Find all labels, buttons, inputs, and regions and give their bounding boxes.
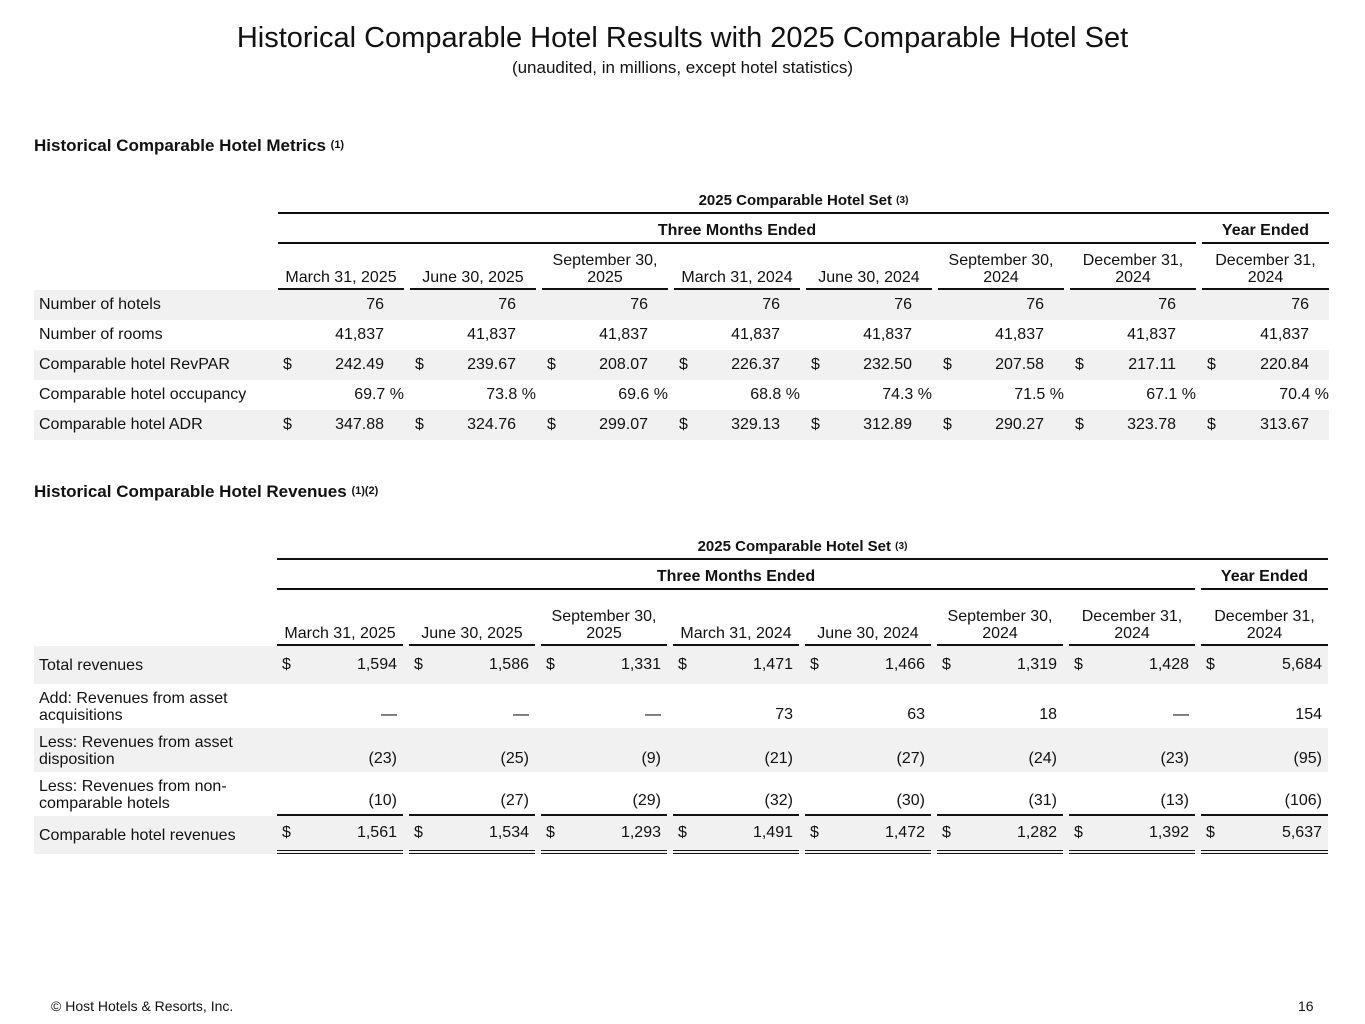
revenues-group-row	[34, 532, 1328, 560]
cell-value: 41,837	[467, 326, 516, 343]
currency-symbol: $	[1207, 416, 1216, 433]
table-cell	[674, 410, 800, 440]
table-cell	[1201, 728, 1328, 772]
table-cell	[1069, 816, 1195, 854]
table-cell	[1070, 380, 1196, 410]
cell-value: (13)	[1160, 792, 1189, 809]
cell-value: 69.7 %	[354, 386, 404, 403]
currency-symbol: $	[942, 656, 951, 673]
table-cell	[806, 350, 932, 380]
table-cell	[409, 684, 535, 728]
table-cell	[674, 380, 800, 410]
cell-value: 347.88	[335, 416, 384, 433]
table-cell	[805, 816, 931, 854]
column-header: June 30, 2024	[806, 244, 932, 290]
column-header: September 30, 2024	[937, 590, 1063, 646]
table-cell	[806, 380, 932, 410]
cell-value: 76	[366, 296, 384, 313]
table-cell	[1069, 684, 1195, 728]
table-cell	[805, 772, 931, 816]
table-cell	[937, 816, 1063, 854]
currency-symbol: $	[811, 416, 820, 433]
cell-value: 41,837	[599, 326, 648, 343]
currency-symbol: $	[1207, 356, 1216, 373]
row-label: Total revenues	[34, 646, 277, 684]
column-header: December 31, 2024	[1202, 244, 1329, 290]
table-cell	[938, 380, 1064, 410]
cell-value: 41,837	[1260, 326, 1309, 343]
cell-value: 1,428	[1148, 656, 1189, 673]
table-cell	[1202, 350, 1329, 380]
currency-symbol: $	[810, 824, 819, 841]
cell-value: —	[645, 706, 661, 723]
table-cell	[1201, 684, 1328, 728]
cell-value: (9)	[641, 750, 661, 767]
cell-value: 63	[907, 706, 925, 723]
cell-value: 1,561	[356, 824, 397, 841]
cell-value: (10)	[368, 792, 397, 809]
cell-value: (29)	[632, 792, 661, 809]
footer-page-number: 16	[1298, 998, 1314, 1014]
cell-value: 1,293	[620, 824, 661, 841]
metrics-three-months-header: Three Months Ended	[278, 214, 1196, 244]
cell-value: 208.07	[599, 356, 648, 373]
cell-value: 71.5 %	[1014, 386, 1064, 403]
table-row	[34, 646, 1328, 684]
revenues-heading: Historical Comparable Hotel Revenues $^{(1)(2)}$	[34, 482, 379, 501]
table-cell	[1070, 350, 1196, 380]
table-cell	[541, 728, 667, 772]
column-header: September 30, 2024	[938, 244, 1064, 290]
currency-symbol: $	[1206, 824, 1215, 841]
metrics-heading-footnote: (1)	[330, 139, 345, 151]
currency-symbol: $	[546, 824, 555, 841]
table-cell	[542, 410, 668, 440]
column-header: December 31, 2024	[1069, 590, 1195, 646]
cell-value: 1,594	[356, 656, 397, 673]
cell-value: 41,837	[863, 326, 912, 343]
currency-symbol: $	[1074, 824, 1083, 841]
metrics-group-title: 2025 Comparable Hotel Set $^{(3)}$	[278, 186, 1329, 214]
cell-value: 73	[775, 706, 793, 723]
page-subtitle: (unaudited, in millions, except hotel statistics)	[511, 58, 854, 77]
table-row	[34, 290, 1329, 320]
cell-value: 70.4 %	[1279, 386, 1329, 403]
cell-value: (30)	[896, 792, 925, 809]
cell-value: 1,331	[620, 656, 661, 673]
cell-value: (31)	[1028, 792, 1057, 809]
table-cell	[1070, 290, 1196, 320]
column-header: June 30, 2025	[409, 590, 535, 646]
table-cell	[541, 772, 667, 816]
table-cell	[673, 728, 799, 772]
table-cell	[673, 772, 799, 816]
table-cell	[409, 646, 535, 684]
cell-value: 1,534	[488, 824, 529, 841]
cell-value: 324.76	[467, 416, 516, 433]
cell-value: (24)	[1028, 750, 1057, 767]
cell-value: 18	[1039, 706, 1057, 723]
row-label: Less: Revenues from asset disposition	[34, 728, 277, 772]
cell-value: (21)	[764, 750, 793, 767]
table-cell	[542, 290, 668, 320]
table-cell	[1201, 646, 1328, 684]
table-cell	[1069, 646, 1195, 684]
cell-value: 67.1 %	[1146, 386, 1196, 403]
table-row	[34, 728, 1328, 772]
column-header: September 30, 2025	[542, 244, 668, 290]
cell-value: 76	[1026, 296, 1044, 313]
currency-symbol: $	[1074, 656, 1083, 673]
cell-value: (95)	[1293, 750, 1322, 767]
cell-value: 207.58	[995, 356, 1044, 373]
revenues-column-header-row	[34, 590, 1328, 646]
cell-value: 1,392	[1148, 824, 1189, 841]
table-cell	[805, 728, 931, 772]
table-cell	[410, 380, 536, 410]
cell-value: 290.27	[995, 416, 1044, 433]
currency-symbol: $	[547, 356, 556, 373]
currency-symbol: $	[283, 356, 292, 373]
row-label: Number of hotels	[34, 290, 278, 320]
column-header: March 31, 2025	[278, 244, 404, 290]
cell-value: 76	[1291, 296, 1309, 313]
currency-symbol: $	[679, 356, 688, 373]
cell-value: (27)	[896, 750, 925, 767]
table-cell	[674, 320, 800, 350]
cell-value: 76	[1158, 296, 1176, 313]
cell-value: 154	[1295, 706, 1322, 723]
currency-symbol: $	[942, 824, 951, 841]
table-cell	[1070, 320, 1196, 350]
column-header: December 31, 2024	[1070, 244, 1196, 290]
currency-symbol: $	[414, 824, 423, 841]
cell-value: 73.8 %	[486, 386, 536, 403]
cell-value: 76	[762, 296, 780, 313]
currency-symbol: $	[1075, 416, 1084, 433]
cell-value: 312.89	[863, 416, 912, 433]
cell-value: —	[513, 706, 529, 723]
cell-value: 76	[498, 296, 516, 313]
currency-symbol: $	[943, 356, 952, 373]
table-cell	[938, 320, 1064, 350]
footer-copyright: © Host Hotels & Resorts, Inc.	[51, 998, 234, 1014]
table-cell	[541, 646, 667, 684]
currency-symbol: $	[283, 416, 292, 433]
row-label: Comparable hotel RevPAR	[34, 350, 278, 380]
table-cell	[1201, 816, 1328, 854]
row-label: Number of rooms	[39, 326, 163, 343]
table-cell	[1201, 772, 1328, 816]
currency-symbol: $	[678, 656, 687, 673]
revenues-table	[34, 532, 1328, 854]
table-cell	[277, 684, 403, 728]
cell-value: (27)	[500, 792, 529, 809]
cell-value: 217.11	[1128, 356, 1176, 373]
cell-value: 41,837	[1127, 326, 1176, 343]
table-cell	[805, 684, 931, 728]
cell-value: (106)	[1284, 792, 1322, 809]
table-row	[34, 320, 1329, 350]
currency-symbol: $	[415, 416, 424, 433]
table-cell	[542, 380, 668, 410]
table-cell	[673, 646, 799, 684]
cell-value: 69.6 %	[618, 386, 668, 403]
cell-value: (32)	[764, 792, 793, 809]
revenues-three-months-header: Three Months Ended	[277, 560, 1195, 590]
row-label: Comparable hotel ADR	[34, 410, 278, 440]
metrics-heading: Historical Comparable Hotel Metrics $^{(1)}$	[34, 136, 345, 155]
table-cell	[410, 350, 536, 380]
table-cell	[409, 728, 535, 772]
table-row	[34, 684, 1328, 728]
table-cell	[938, 410, 1064, 440]
cell-value: 239.67	[467, 356, 516, 373]
cell-value: 1,472	[884, 824, 925, 841]
cell-value: 76	[630, 296, 648, 313]
revenues-group-title: 2025 Comparable Hotel Set $^{(3)}$	[277, 532, 1328, 560]
metrics-year-ended-header: Year Ended	[1202, 214, 1329, 244]
table-cell	[938, 350, 1064, 380]
currency-symbol: $	[1206, 656, 1215, 673]
table-cell	[937, 728, 1063, 772]
table-cell	[410, 320, 536, 350]
metrics-column-header-row	[34, 244, 1329, 290]
table-cell	[277, 816, 403, 854]
currency-symbol: $	[679, 416, 688, 433]
table-cell	[542, 320, 668, 350]
currency-symbol: $	[282, 656, 291, 673]
table-cell	[278, 410, 404, 440]
table-cell	[806, 290, 932, 320]
currency-symbol: $	[415, 356, 424, 373]
cell-value: 74.3 %	[882, 386, 932, 403]
cell-value: 226.37	[731, 356, 780, 373]
table-cell	[1202, 380, 1329, 410]
table-cell	[1069, 772, 1195, 816]
revenues-period-row	[34, 560, 1328, 590]
cell-value: 5,637	[1281, 824, 1322, 841]
cell-value: 232.50	[863, 356, 912, 373]
cell-value: 1,466	[884, 656, 925, 673]
cell-value: (23)	[1160, 750, 1189, 767]
table-cell	[673, 816, 799, 854]
cell-value: —	[381, 706, 397, 723]
table-cell	[278, 320, 404, 350]
cell-value: 1,491	[752, 824, 793, 841]
table-cell	[277, 646, 403, 684]
metrics-period-row	[34, 214, 1329, 244]
cell-value: 41,837	[995, 326, 1044, 343]
table-cell	[410, 290, 536, 320]
table-cell	[542, 350, 668, 380]
metrics-table	[34, 186, 1329, 440]
metrics-group-row	[34, 186, 1329, 214]
row-label: Comparable hotel revenues	[34, 816, 277, 854]
table-row	[34, 410, 1329, 440]
cell-value: 1,319	[1016, 656, 1057, 673]
table-cell	[541, 816, 667, 854]
revenues-heading-footnote: (1)(2)	[351, 485, 379, 497]
table-cell	[1069, 728, 1195, 772]
cell-value: 242.49	[335, 356, 384, 373]
table-cell	[278, 380, 404, 410]
table-cell	[938, 290, 1064, 320]
cell-value: 220.84	[1260, 356, 1309, 373]
table-cell	[673, 684, 799, 728]
table-cell	[1202, 410, 1329, 440]
table-cell	[806, 410, 932, 440]
table-row	[34, 380, 1329, 410]
table-cell	[937, 646, 1063, 684]
table-cell	[277, 772, 403, 816]
column-header: June 30, 2024	[805, 590, 931, 646]
cell-value: —	[1173, 706, 1189, 723]
cell-value: 1,471	[752, 656, 793, 673]
table-row	[34, 350, 1329, 380]
table-row	[34, 772, 1328, 816]
table-cell	[277, 728, 403, 772]
row-label: Less: Revenues from non-comparable hotels	[39, 778, 227, 812]
table-row	[34, 816, 1328, 854]
currency-symbol: $	[943, 416, 952, 433]
table-cell	[937, 772, 1063, 816]
table-cell	[410, 410, 536, 440]
cell-value: 41,837	[731, 326, 780, 343]
cell-value: 5,684	[1281, 656, 1322, 673]
cell-value: 41,837	[335, 326, 384, 343]
table-cell	[278, 350, 404, 380]
table-cell	[806, 320, 932, 350]
table-cell	[409, 816, 535, 854]
currency-symbol: $	[678, 824, 687, 841]
currency-symbol: $	[414, 656, 423, 673]
column-header: December 31, 2024	[1201, 590, 1328, 646]
cell-value: 1,586	[488, 656, 529, 673]
currency-symbol: $	[546, 656, 555, 673]
cell-value: (25)	[500, 750, 529, 767]
table-cell	[674, 350, 800, 380]
currency-symbol: $	[282, 824, 291, 841]
table-cell	[937, 684, 1063, 728]
cell-value: 1,282	[1016, 824, 1057, 841]
page-title: Historical Comparable Hotel Results with 2025 Comparable Hotel Set	[236, 22, 1129, 54]
currency-symbol: $	[547, 416, 556, 433]
column-header: March 31, 2025	[277, 590, 403, 646]
revenues-year-ended-header: Year Ended	[1201, 560, 1328, 590]
row-label: Comparable hotel occupancy	[39, 386, 247, 403]
currency-symbol: $	[1075, 356, 1084, 373]
page-header	[0, 20, 1365, 79]
table-cell	[805, 646, 931, 684]
currency-symbol: $	[810, 656, 819, 673]
currency-symbol: $	[811, 356, 820, 373]
table-cell	[278, 290, 404, 320]
cell-value: 323.78	[1127, 416, 1176, 433]
column-header: June 30, 2025	[410, 244, 536, 290]
table-cell	[1202, 290, 1329, 320]
cell-value: 313.67	[1260, 416, 1309, 433]
cell-value: 329.13	[731, 416, 780, 433]
column-header: March 31, 2024	[673, 590, 799, 646]
row-label: Add: Revenues from asset acquisitions	[39, 690, 228, 724]
cell-value: 76	[894, 296, 912, 313]
column-header: September 30, 2025	[541, 590, 667, 646]
table-cell	[409, 772, 535, 816]
table-cell	[674, 290, 800, 320]
table-cell	[541, 684, 667, 728]
table-cell	[1202, 320, 1329, 350]
column-header: March 31, 2024	[674, 244, 800, 290]
cell-value: 68.8 %	[750, 386, 800, 403]
cell-value: 299.07	[599, 416, 648, 433]
table-cell	[1070, 410, 1196, 440]
cell-value: (23)	[368, 750, 397, 767]
